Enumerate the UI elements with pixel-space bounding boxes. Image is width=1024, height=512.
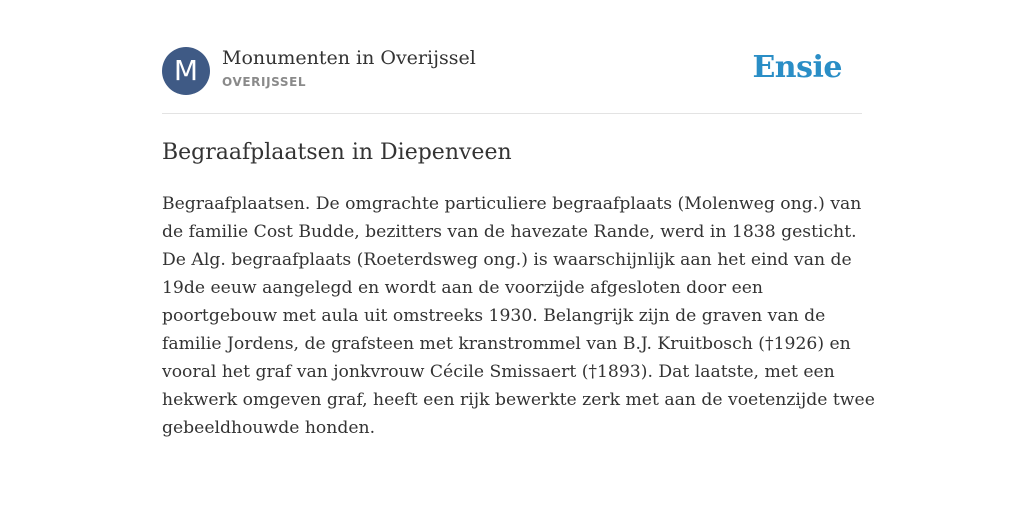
article-card xyxy=(162,46,875,442)
source-subtitle[interactable]: OVERIJSSEL xyxy=(222,75,307,89)
article-body xyxy=(162,190,875,442)
source-title[interactable]: Monumenten in Overijssel xyxy=(222,47,476,69)
body-line: de familie Cost Budde, bezitters van de havezate Rande, werd in 1838 gesticht. xyxy=(162,222,857,242)
article-header xyxy=(162,46,862,114)
body-line: 19de eeuw aangelegd en wordt aan de voorzijde afgesloten door een xyxy=(162,278,763,298)
body-line: vooral het graf van jonkvrouw Cécile Smissaert (†1893). Dat laatste, met een xyxy=(162,362,835,382)
body-line: Begraafplaatsen. De omgrachte particuliere begraafplaats (Molenweg ong.) van xyxy=(162,194,862,214)
body-line: gebeeldhouwde honden. xyxy=(162,418,376,438)
body-line: De Alg. begraafplaats (Roeterdsweg ong.) is waarschijnlijk aan het eind van de xyxy=(162,250,852,270)
body-line: familie Jordens, de grafsteen met kranstrommel van B.J. Kruitbosch (†1926) en xyxy=(162,334,851,354)
source-avatar[interactable]: M xyxy=(162,47,210,95)
brand-logo[interactable]: Ensie xyxy=(752,50,842,85)
body-line: hekwerk omgeven graf, heeft een rijk bewerkte zerk met aan de voetenzijde twee xyxy=(162,390,875,410)
body-line: poortgebouw met aula uit omstreeks 1930. Belangrijk zijn de graven van de xyxy=(162,306,826,326)
article-title: Begraafplaatsen in Diepenveen xyxy=(162,140,512,165)
